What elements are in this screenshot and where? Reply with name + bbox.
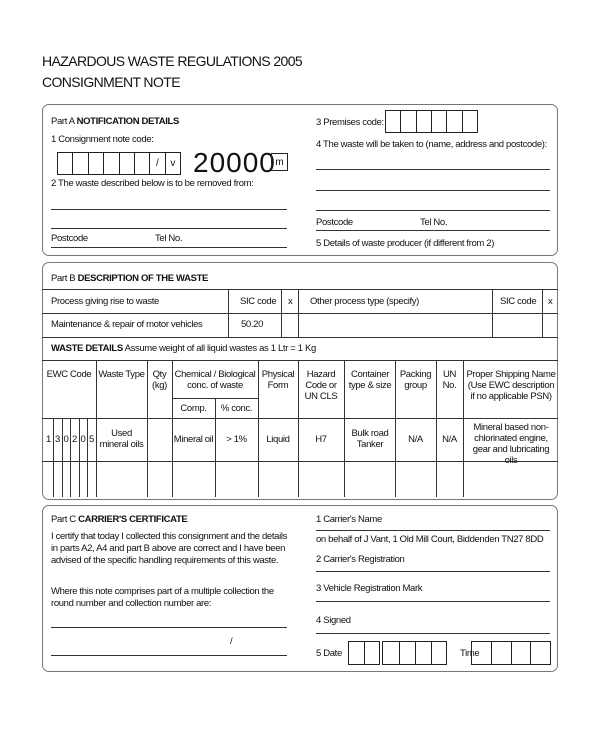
header-un-no: UN No. [442, 369, 457, 391]
removed-from-label: 2 The waste described below is to be removed from: [51, 178, 254, 189]
ewc-digit: 0 [80, 434, 86, 445]
date-month-field[interactable] [382, 641, 416, 665]
tel-label-2: Tel No. [420, 217, 448, 228]
waste-details-heading: WASTE DETAILS Assume weight of all liquid wastes as 1 Ltr = 1 Kg [51, 343, 316, 354]
cell-physical-form: Liquid [266, 434, 290, 445]
consignment-number: 20000 [193, 147, 276, 178]
cell-comp: Mineral oil [173, 434, 214, 445]
taken-to-line-3[interactable] [316, 210, 550, 211]
taken-to-label: 4 The waste will be taken to (name, address and postcode): [316, 139, 547, 150]
header-packing-group: Packing group [399, 369, 432, 391]
process-value[interactable]: Maintenance & repair of motor vehicles [51, 319, 203, 330]
sic-code-label-2: SIC code [500, 296, 537, 307]
header-chemical-conc: Chemical / Biological conc. of waste [174, 369, 256, 391]
postcode-line-2[interactable] [316, 230, 550, 231]
form-title: HAZARDOUS WASTE REGULATIONS 2005 [42, 53, 303, 69]
form-subtitle: CONSIGNMENT NOTE [42, 74, 180, 90]
header-ewc-code: EWC Code [46, 369, 92, 380]
carrier-registration-label: 2 Carrier's Registration [316, 554, 405, 565]
carrier-registration-line[interactable] [316, 571, 550, 572]
header-container: Container type & size [348, 369, 392, 391]
premises-code-label: 3 Premises code: [316, 117, 384, 128]
consignment-code-label: 1 Consignment note code: [51, 134, 154, 145]
ewc-digit: 3 [55, 434, 60, 445]
collection-slash: / [230, 636, 233, 647]
premises-code-field[interactable] [385, 110, 478, 133]
multiple-collection-text: Where this note comprises part of a multiple collection the round number and collection number are: [51, 586, 274, 609]
header-physical-form: Physical Form [261, 369, 295, 391]
header-comp: Comp. [180, 403, 207, 414]
sic-code-value[interactable]: 50.20 [241, 319, 264, 330]
signature-line[interactable] [316, 633, 550, 634]
postcode-label: Postcode [51, 233, 88, 244]
code-m-box: m [271, 153, 288, 171]
header-conc: % conc. [220, 403, 253, 414]
time-label: Time [460, 648, 480, 659]
carrier-name-line[interactable] [316, 530, 550, 531]
producer-details-label: 5 Details of waste producer (if different from 2) [316, 238, 495, 249]
part-b-heading: Part B DESCRIPTION OF THE WASTE [51, 273, 209, 284]
postcode-line[interactable] [51, 247, 287, 248]
header-hazard-code: Hazard Code or UN CLS [304, 369, 338, 402]
taken-to-line-1[interactable] [316, 169, 550, 170]
collection-number-line[interactable] [51, 655, 287, 656]
x-label: x [288, 296, 293, 307]
time-field[interactable] [471, 641, 551, 665]
date-year-field[interactable] [415, 641, 447, 665]
sic-code-label: SIC code [240, 296, 277, 307]
date-day-field[interactable] [348, 641, 380, 665]
vehicle-registration-label: 3 Vehicle Registration Mark [316, 583, 423, 594]
cell-container: Bulk road Tanker [351, 428, 389, 450]
header-qty: Qty (kg) [152, 369, 167, 391]
header-shipping-name: Proper Shipping Name (Use EWC description if no applicable PSN) [466, 369, 556, 402]
carrier-behalf-text: on behalf of J Vant, 1 Old Mill Court, Biddenden TN27 8DD [316, 534, 544, 545]
cell-waste-type: Used mineral oils [99, 428, 144, 450]
certification-text: I certify that today I collected this consignment and the details in parts A2, A4 and part B above are correct and I have been advised of the specific handling requirements of this waste. [51, 531, 288, 566]
code-slash: / [150, 153, 165, 174]
x-label-2: x [548, 296, 553, 307]
tel-label: Tel No. [155, 233, 183, 244]
cell-shipping-name: Mineral based non-chlorinated engine, gear and lubricating oils [472, 422, 550, 466]
ewc-digit: 1 [46, 434, 51, 445]
process-label: Process giving rise to waste [51, 296, 159, 307]
round-number-line[interactable] [51, 627, 287, 628]
removed-from-line-1[interactable] [51, 209, 287, 210]
vehicle-registration-line[interactable] [316, 601, 550, 602]
cell-packing-group: N/A [408, 434, 423, 445]
consignment-code-field[interactable] [57, 152, 181, 175]
cell-hazard-code: H7 [315, 434, 327, 445]
ewc-digit: 2 [72, 434, 77, 445]
header-waste-type: Waste Type [98, 369, 145, 380]
ewc-digit: 5 [89, 434, 94, 445]
cell-conc: > 1% [226, 434, 247, 445]
date-label: 5 Date [316, 648, 342, 659]
other-process-label: Other process type (specify) [310, 296, 419, 307]
postcode-label-2: Postcode [316, 217, 353, 228]
code-v: v [170, 158, 176, 169]
signed-label: 4 Signed [316, 615, 351, 626]
ewc-digit: 0 [63, 434, 69, 445]
carrier-name-label: 1 Carrier's Name [316, 514, 382, 525]
part-c-heading: Part C CARRIER'S CERTIFICATE [51, 514, 188, 525]
part-a-heading: Part A NOTIFICATION DETAILS [51, 116, 179, 127]
taken-to-line-2[interactable] [316, 190, 550, 191]
cell-un-no: N/A [442, 434, 457, 445]
removed-from-line-2[interactable] [51, 228, 287, 229]
